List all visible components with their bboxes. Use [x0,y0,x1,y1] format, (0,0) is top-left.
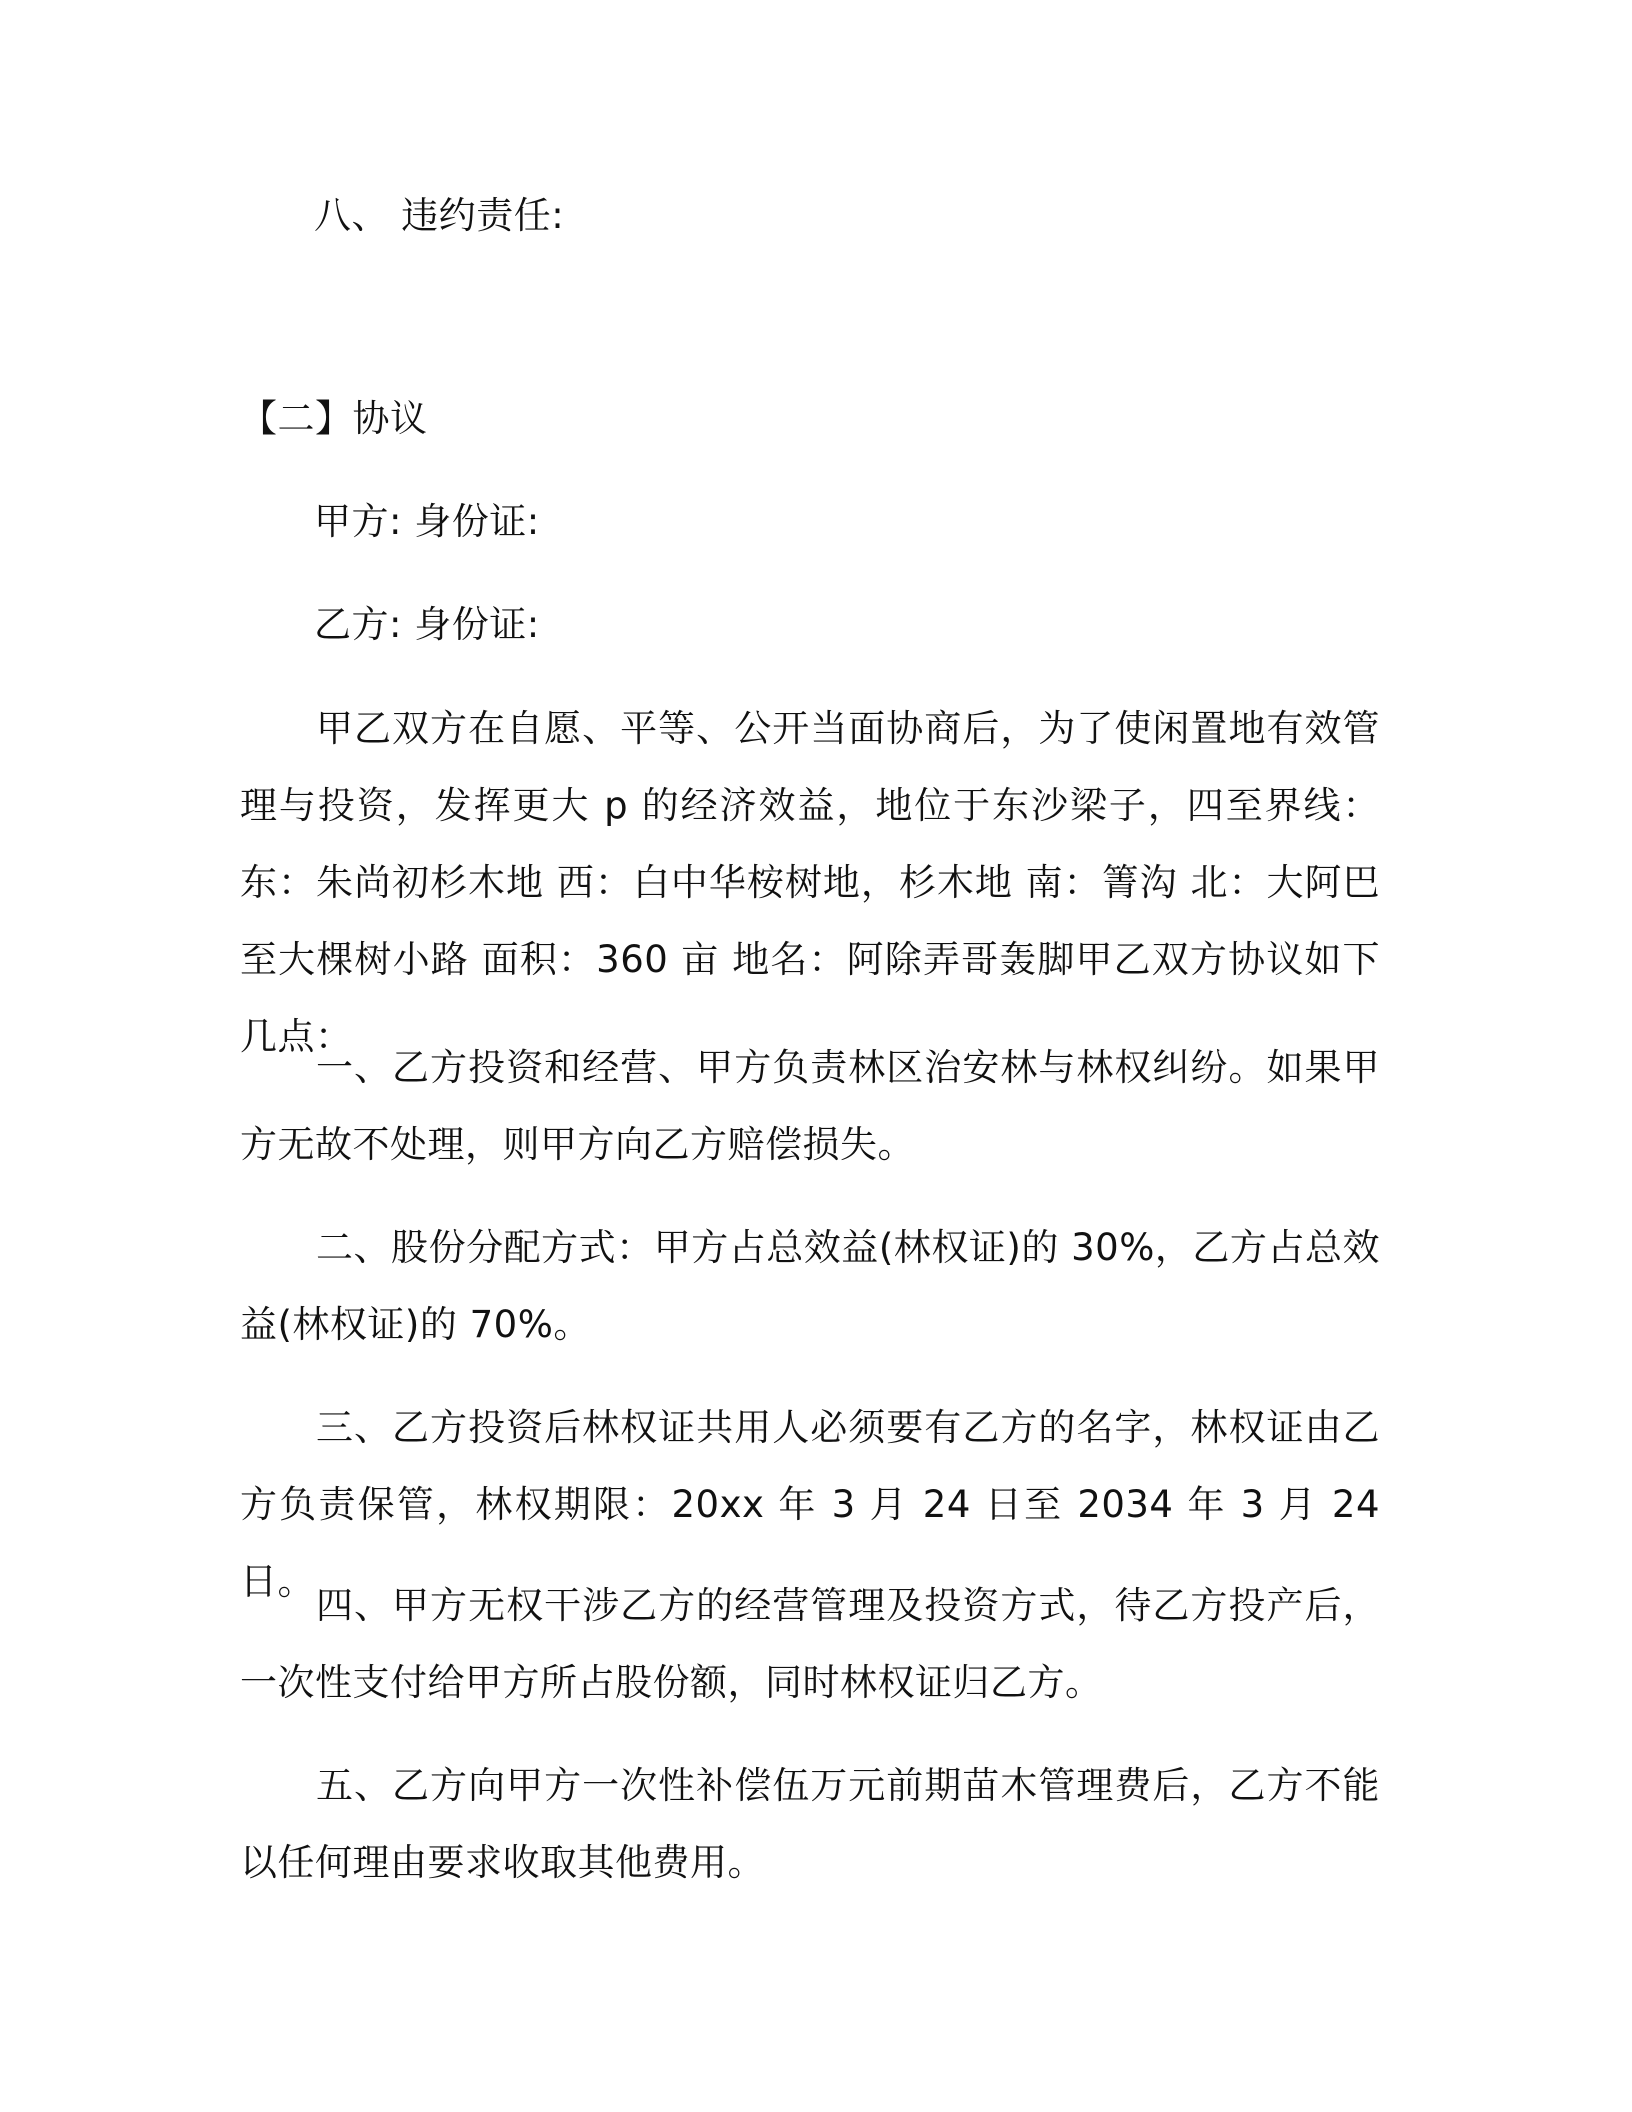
clause-two-paragraph: 二、股份分配方式：甲方占总效益(林权证)的 30%，乙方占总效益(林权证)的 70%。 [240,1226,1380,1346]
clause-five-paragraph: 五、乙方向甲方一次性补偿伍万元前期苗木管理费后，乙方不能以任何理由要求收取其他费用。 [240,1764,1380,1884]
preamble-paragraph: 甲乙双方在自愿、平等、公开当面协商后，为了使闲置地有效管理与投资，发挥更大 p 的经济效益，地位于东沙梁子，四至界线：东：朱尚初杉木地 西：白中华桉树地，杉木地 南：箐沟 北：大阿巴至大棵树小路 面积：360 亩 地名：阿除弄哥轰脚甲乙双方协议如下几点： [240,707,1380,1058]
party-a-line: 甲方: 身份证: [314,500,540,543]
clause-one-paragraph: 一、乙方投资和经营、甲方负责林区治安林与林权纠纷。如果甲方无故不处理，则甲方向乙方赔偿损失。 [240,1046,1380,1166]
party-b-line: 乙方: 身份证: [314,603,540,646]
clause-three-paragraph: 三、乙方投资后林权证共用人必须要有乙方的名字，林权证由乙方负责保管，林权期限：20xx 年 3 月 24 日至 2034 年 3 月 24 日。 [240,1406,1380,1603]
clause-four-paragraph: 四、甲方无权干涉乙方的经营管理及投资方式，待乙方投产后，一次性支付给甲方所占股份额，同时林权证归乙方。 [240,1584,1380,1704]
section-eight-heading: 八、 违约责任: [314,194,565,237]
section-two-heading: 【二】协议 [240,397,428,440]
